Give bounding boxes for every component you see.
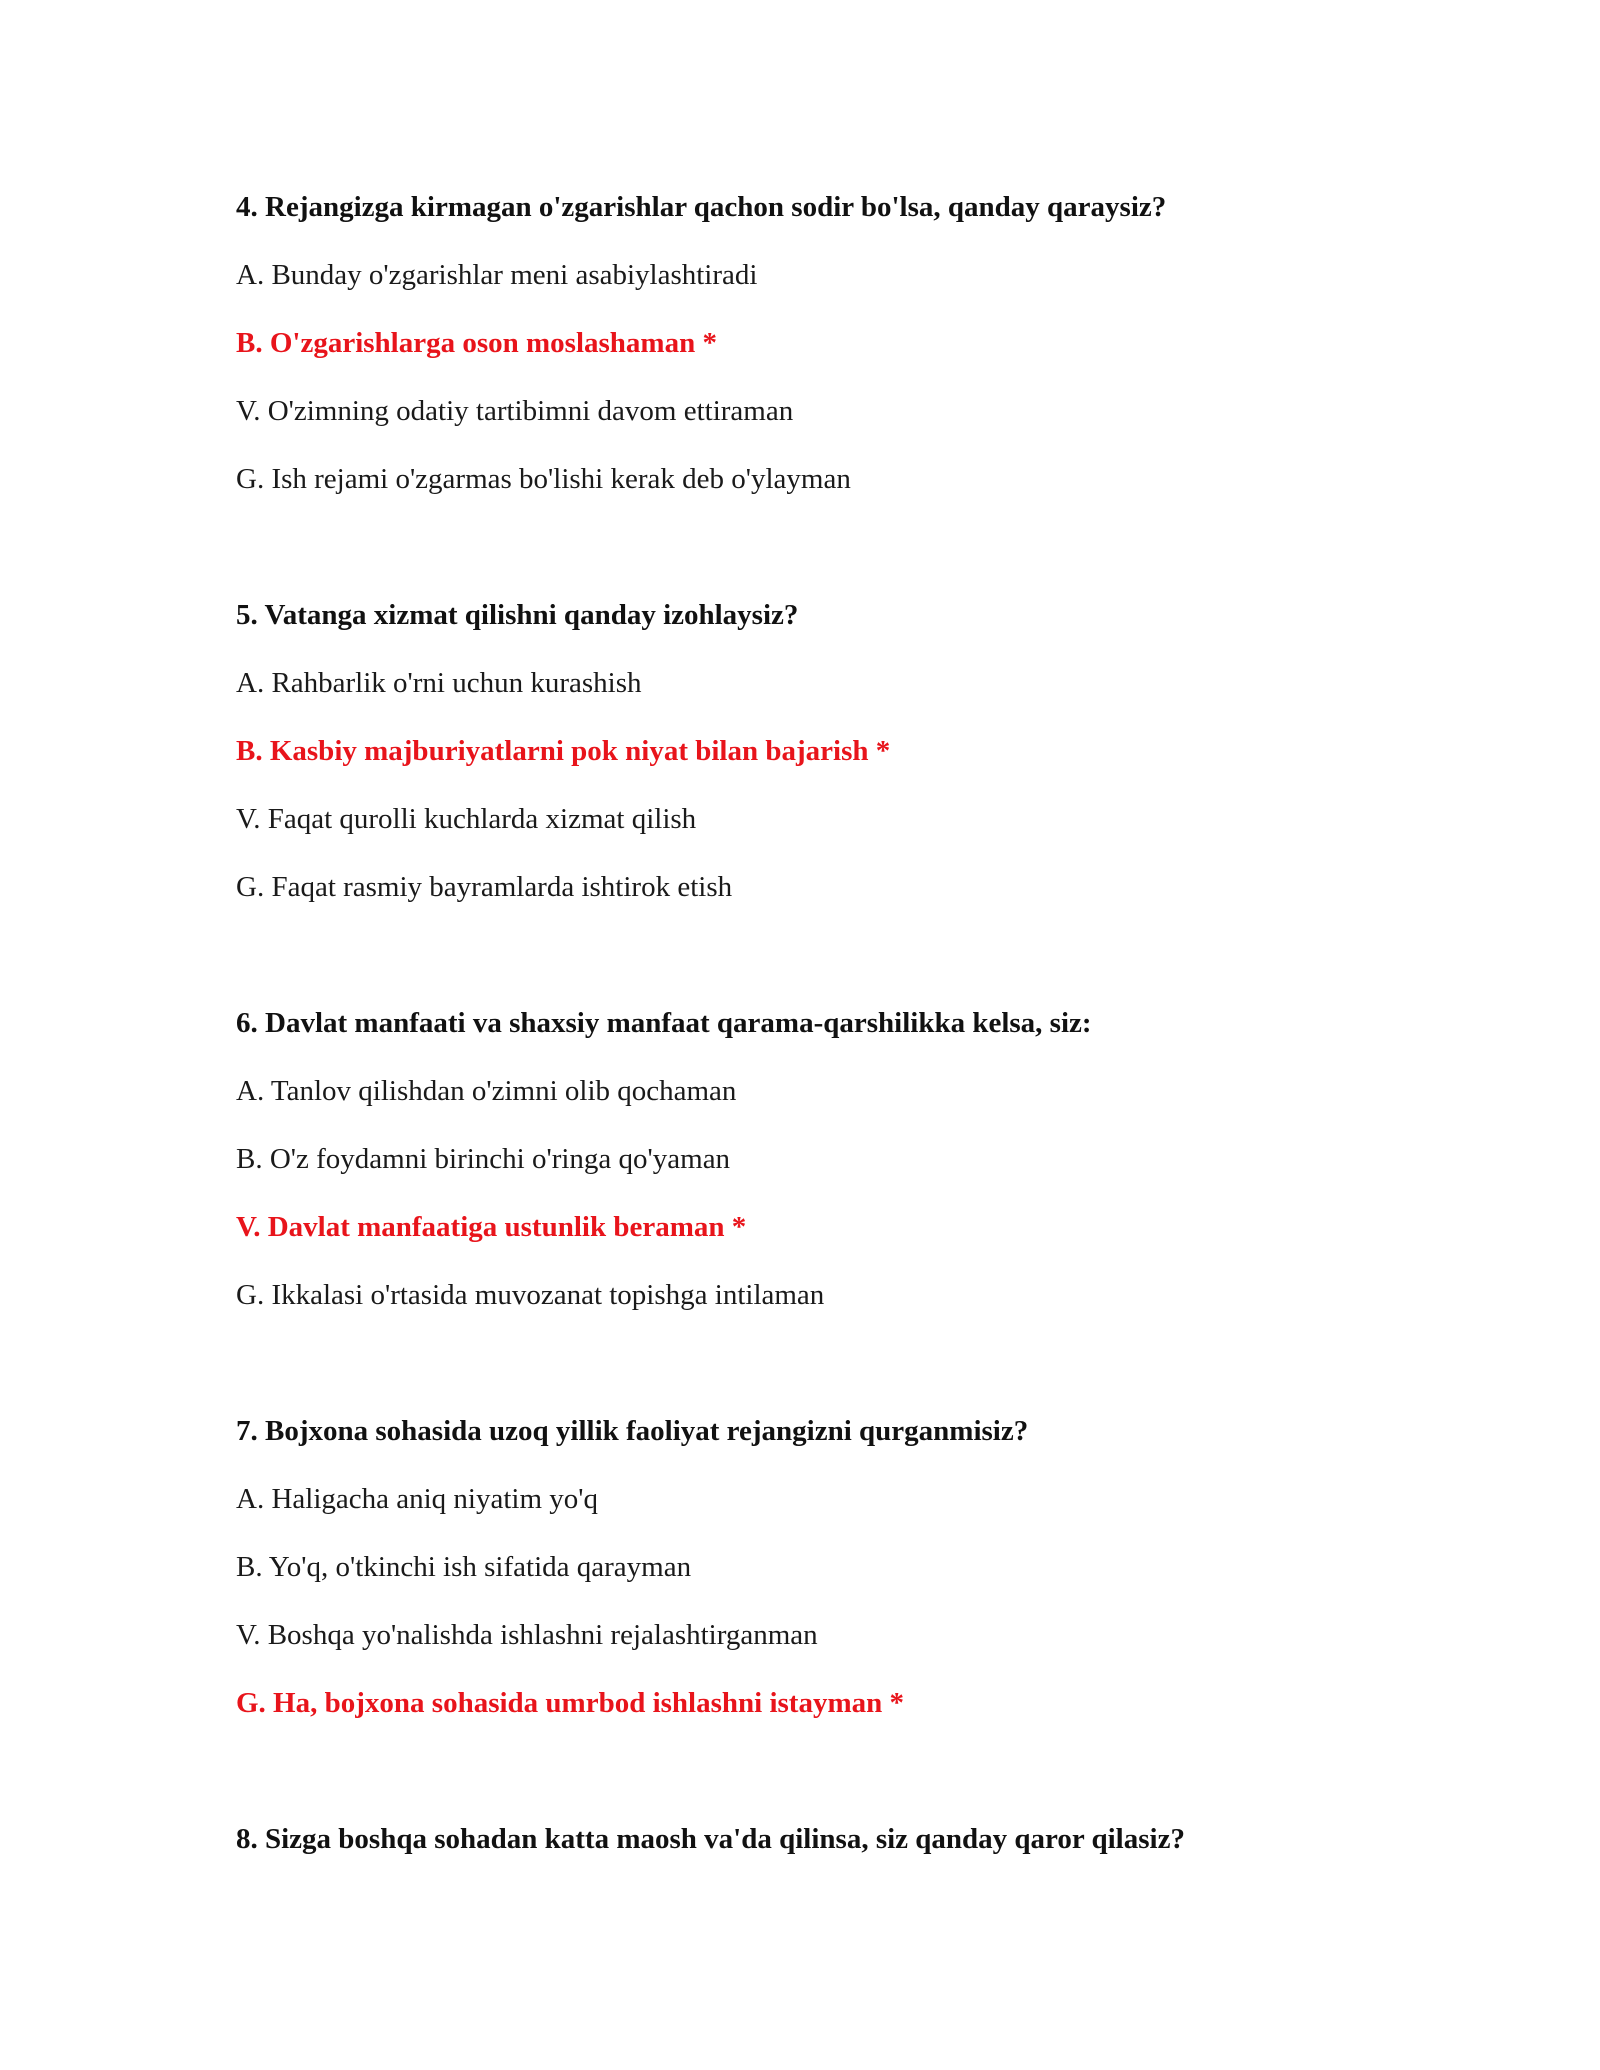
answer-option: B. O'z foydamni birinchi o'ringa qo'yaman [236, 1143, 731, 1175]
question-text: 7. Bojxona sohasida uzoq yillik faoliyat rejangizni qurganmisiz? [236, 1415, 1029, 1447]
answer-option: V. O'zimning odatiy tartibimni davom ettiraman [236, 395, 794, 427]
question-text: 4. Rejangizga kirmagan o'zgarishlar qachon sodir bo'lsa, qanday qaraysiz? [236, 191, 1167, 223]
answer-option-correct: V. Davlat manfaatiga ustunlik beraman * [236, 1211, 747, 1243]
answer-option: A. Rahbarlik o'rni uchun kurashish [236, 667, 642, 699]
question-text: 6. Davlat manfaati va shaxsiy manfaat qarama-qarshilikka kelsa, siz: [236, 1007, 1092, 1039]
answer-option: A. Haligacha aniq niyatim yo'q [236, 1483, 598, 1515]
answer-option: B. Yo'q, o'tkinchi ish sifatida qarayman [236, 1551, 692, 1583]
answer-option-correct: B. Kasbiy majburiyatlarni pok niyat bilan bajarish * [236, 735, 891, 767]
answer-option-correct: G. Ha, bojxona sohasida umrbod ishlashni istayman * [236, 1687, 904, 1719]
question-text: 5. Vatanga xizmat qilishni qanday izohlaysiz? [236, 599, 799, 631]
answer-option: A. Bunday o'zgarishlar meni asabiylashtiradi [236, 259, 758, 291]
answer-option: A. Tanlov qilishdan o'zimni olib qochaman [236, 1075, 737, 1107]
answer-option: V. Boshqa yo'nalishda ishlashni rejalashtirganman [236, 1619, 818, 1651]
answer-option: G. Ikkalasi o'rtasida muvozanat topishga intilaman [236, 1279, 825, 1311]
answer-option: G. Faqat rasmiy bayramlarda ishtirok etish [236, 871, 733, 903]
answer-option: V. Faqat qurolli kuchlarda xizmat qilish [236, 803, 697, 835]
question-text: 8. Sizga boshqa sohadan katta maosh va'da qilinsa, siz qanday qaror qilasiz? [236, 1823, 1185, 1855]
answer-option: G. Ish rejami o'zgarmas bo'lishi kerak deb o'ylayman [236, 463, 851, 495]
answer-option-correct: B. O'zgarishlarga oson moslashaman * [236, 327, 717, 359]
